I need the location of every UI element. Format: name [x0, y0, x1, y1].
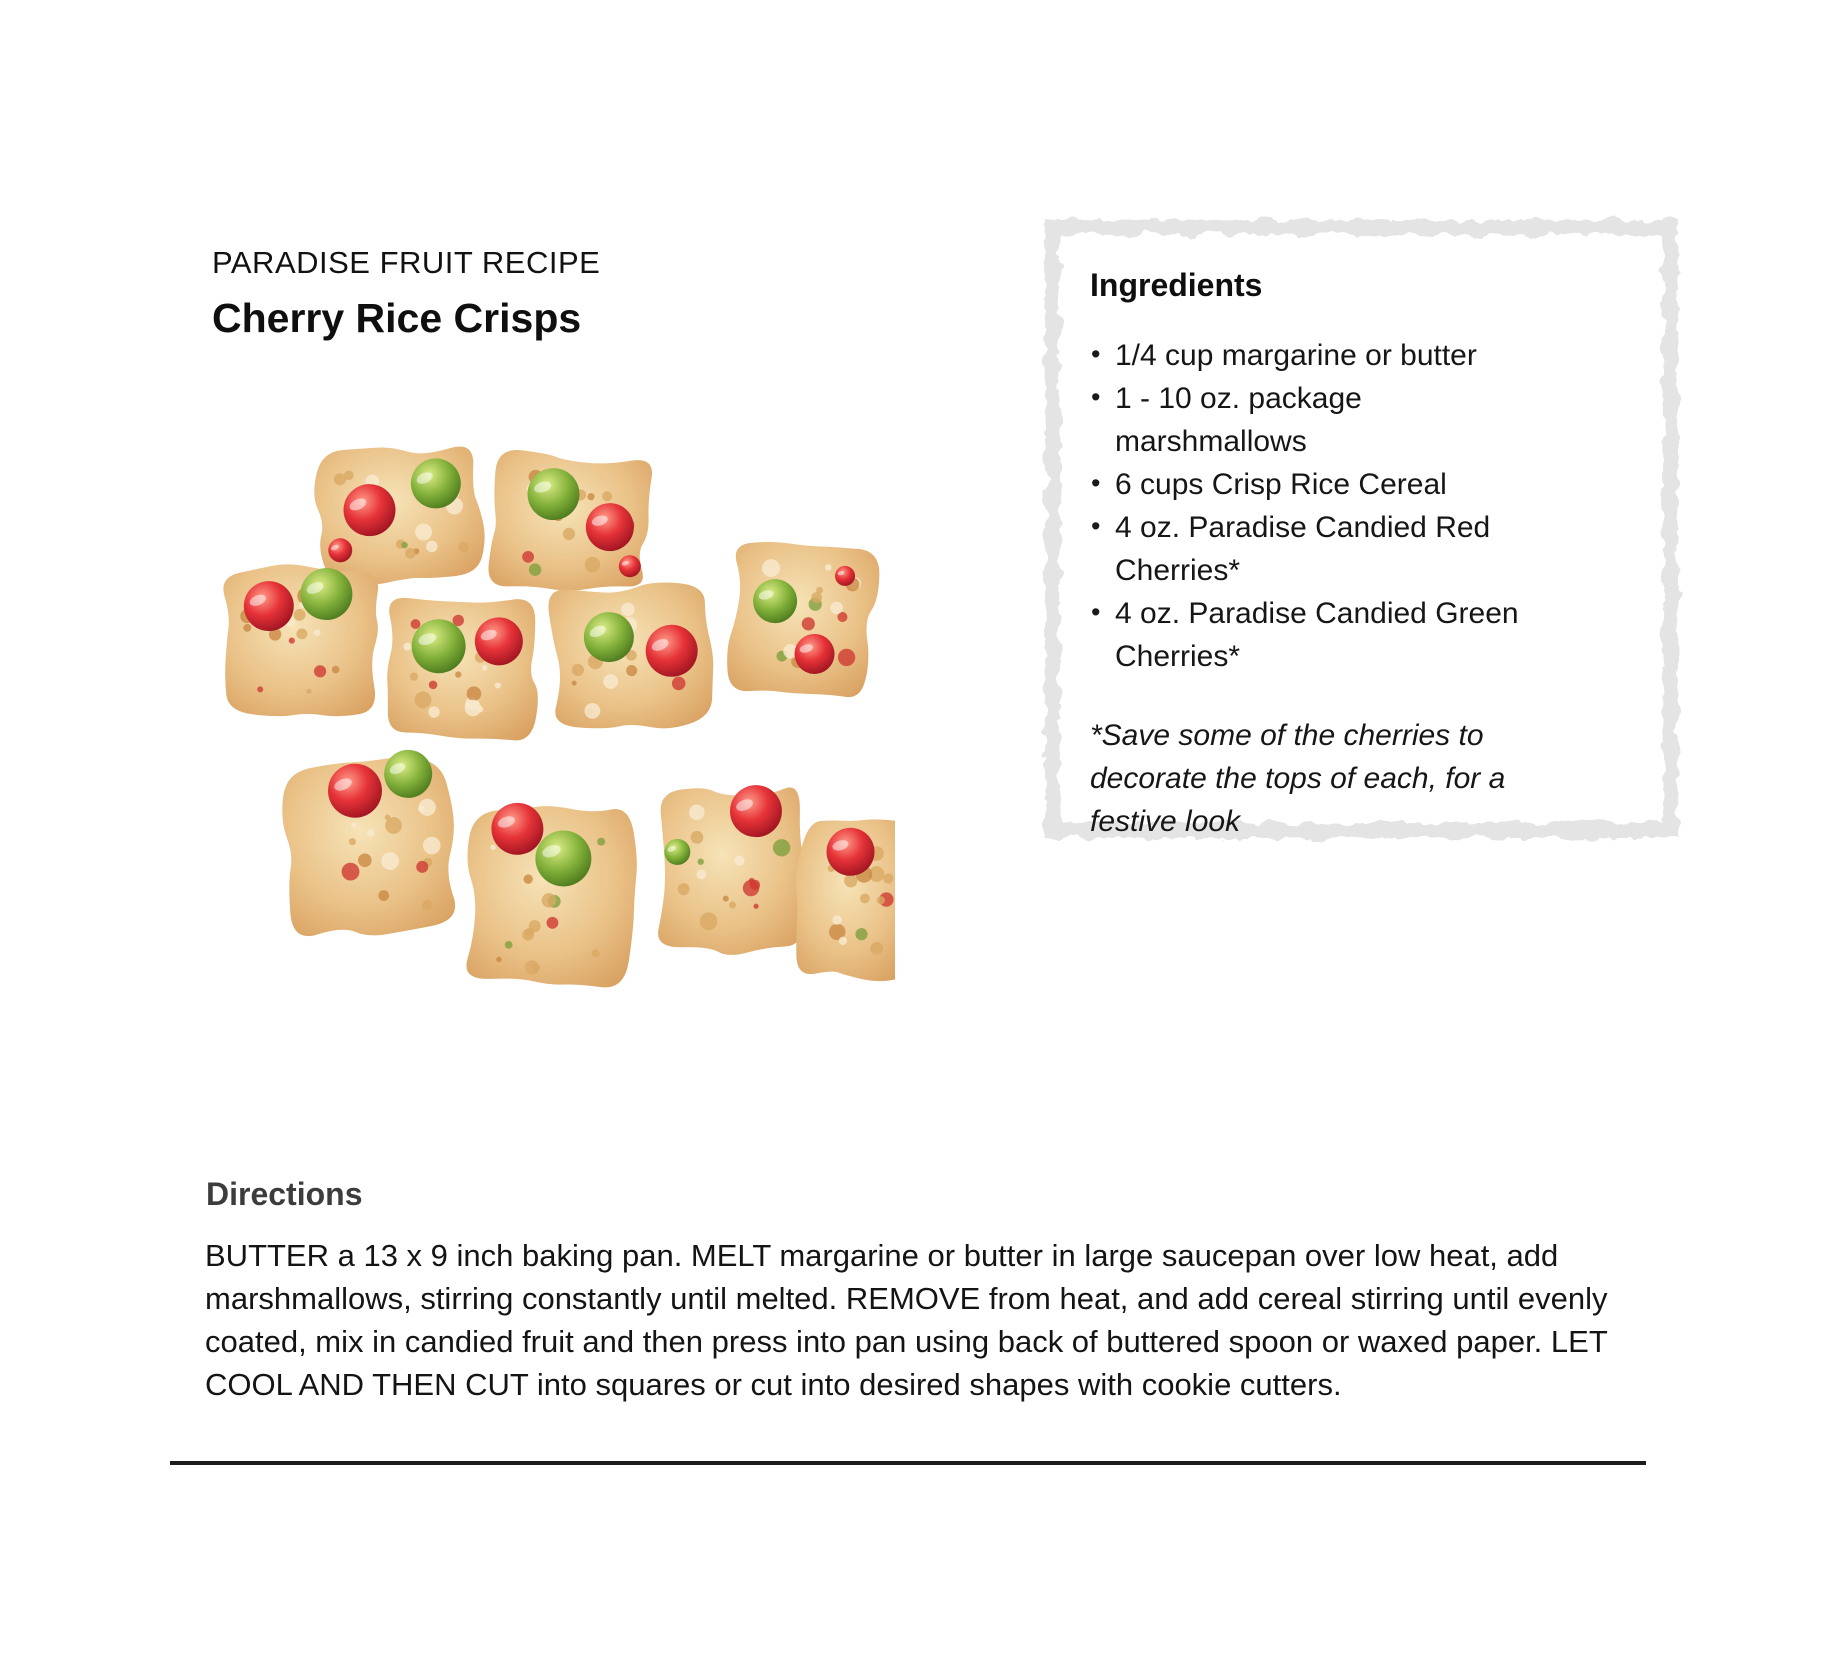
recipe-photo	[205, 428, 895, 1013]
ingredient-item: • 4 oz. Paradise Candied Red Cherries*	[1090, 506, 1550, 592]
ingredients-content	[1090, 266, 1638, 843]
ingredients-box	[1045, 220, 1678, 838]
ingredients-note: *Save some of the cherries to decorate the tops of each, for a festive look	[1090, 719, 1506, 838]
ingredient-item: • 1 - 10 oz. package marshmallows	[1090, 377, 1550, 463]
ingredients-list	[1090, 334, 1550, 678]
directions-heading: Directions	[206, 1175, 363, 1212]
directions-text: BUTTER a 13 x 9 inch baking pan. MELT margarine or butter in large saucepan over low heat, add marshmallows, stirring constantly until melted. REMOVE from heat, and add cereal stirring until evenly coated, mix in candied fruit and then press into pan using back of buttered spoon or waxed paper. LET COOL AND THEN CUT into squares or cut into desired shapes with cookie cutters.	[205, 1238, 1608, 1402]
crisp-squares-illustration	[221, 440, 895, 988]
page-title: Cherry Rice Crisps	[212, 295, 582, 341]
bottom-divider	[170, 1461, 1646, 1465]
ingredient-item: • 4 oz. Paradise Candied Green Cherries*	[1090, 592, 1550, 678]
ingredients-heading: Ingredients	[1090, 267, 1263, 303]
ingredient-item: • 6 cups Crisp Rice Cereal	[1090, 463, 1550, 506]
ingredient-item: • 1/4 cup margarine or butter	[1090, 334, 1550, 377]
recipe-kicker: PARADISE FRUIT RECIPE	[212, 245, 601, 280]
recipe-header	[212, 244, 600, 341]
